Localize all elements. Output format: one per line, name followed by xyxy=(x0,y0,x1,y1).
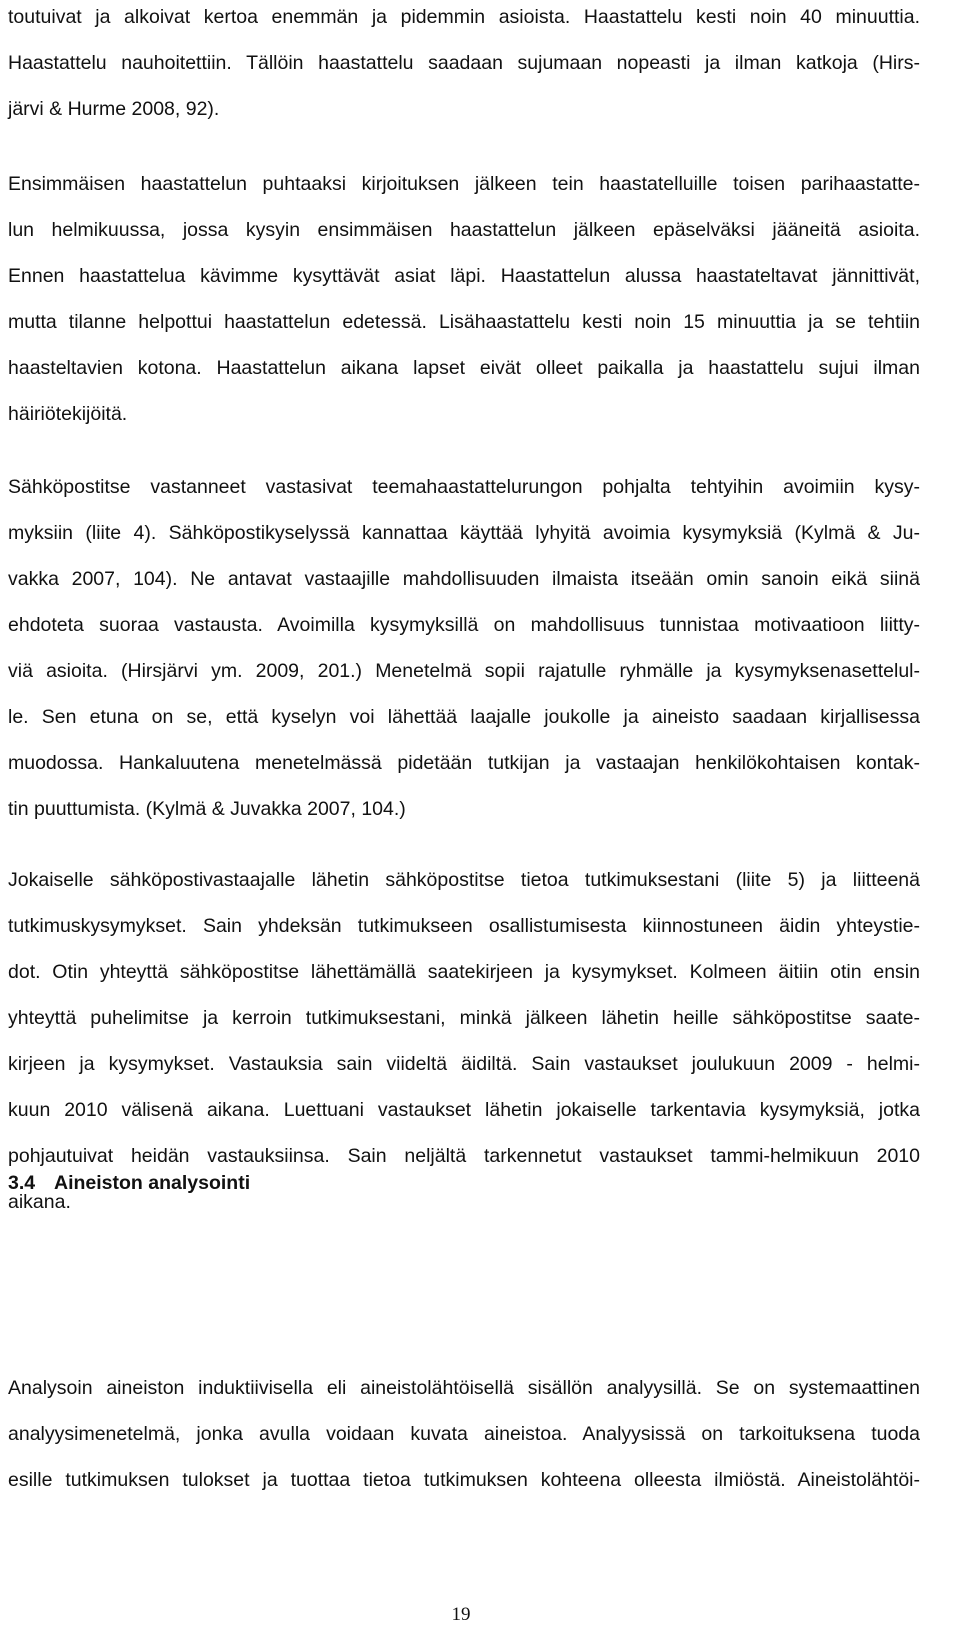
text-line: myksiin (liite 4). Sähköpostikyselyssä kannattaa käyttää lyhyitä avoimia kysymyksiä (Kylmä & Ju- xyxy=(8,522,920,544)
text-line: Ensimmäisen haastattelun puhtaaksi kirjoituksen jälkeen tein haastatelluille toisen parihaastatte- xyxy=(8,173,920,195)
paragraph-analysis-method xyxy=(8,1365,920,1503)
paragraph-email-survey xyxy=(8,464,920,832)
section-heading xyxy=(8,1160,250,1206)
text-line: Ennen haastattelua kävimme kysyttävät asiat läpi. Haastattelun alussa haastateltavat jännittivät, xyxy=(8,265,920,287)
page-number: 19 xyxy=(451,1604,471,1625)
text-line: kirjeen ja kysymykset. Vastauksia sain viideltä äidiltä. Sain vastaukset joulukuun 2009 - helmi- xyxy=(8,1053,920,1075)
text-line: mutta tilanne helpottui haastattelun edetessä. Lisähaastattelu kesti noin 15 minuuttia ja se tehtiin xyxy=(8,311,920,333)
section-title: Aineiston analysointi xyxy=(54,1172,251,1194)
text-line: yhteyttä puhelimitse ja kerroin tutkimuksestani, minkä jälkeen lähetin heille sähköpostitse saate- xyxy=(8,1007,920,1029)
text-line: lun helmikuussa, jossa kysyin ensimmäisen haastattelun jälkeen epäselväksi jääneitä asioita. xyxy=(8,219,920,241)
paragraph-second-interview xyxy=(8,161,920,437)
text-line: tutkimuskysymykset. Sain yhdeksän tutkimukseen osallistumisesta kiinnostuneen äidin yhteystie- xyxy=(8,915,920,937)
text-line: haasteltavien kotona. Haastattelun aikana lapset eivät olleet paikalla ja haastattelu sujui ilman xyxy=(8,357,920,379)
text-line: kuun 2010 välisenä aikana. Luettuani vastaukset lähetin jokaiselle tarkentavia kysymyksiä, jotka xyxy=(8,1099,920,1121)
text-line: esille tutkimuksen tulokset ja tuottaa tietoa tutkimuksen kohteena olleesta ilmiöstä. Aineistolähtöi- xyxy=(8,1469,920,1491)
text-line: vakka 2007, 104). Ne antavat vastaajille mahdollisuuden ilmaista itseään omin sanoin eikä siinä xyxy=(8,568,920,590)
text-line: toutuivat ja alkoivat kertoa enemmän ja pidemmin asioista. Haastattelu kesti noin 40 minuuttia. xyxy=(8,6,920,28)
paragraph-interview-recording xyxy=(8,0,920,132)
text-line: Haastattelu nauhoitettiin. Tällöin haastattelu saadaan sujumaan nopeasti ja ilman katkoja (Hirs- xyxy=(8,52,920,74)
text-line: dot. Otin yhteyttä sähköpostitse lähettämällä saatekirjeen ja kysymykset. Kolmeen äitiin otin ensin xyxy=(8,961,920,983)
text-line: järvi & Hurme 2008, 92). xyxy=(8,98,220,120)
section-number: 3.4 xyxy=(8,1172,36,1194)
text-line: viä asioita. (Hirsjärvi ym. 2009, 201.) Menetelmä sopii rajatulle ryhmälle ja kysymyksenasettelul- xyxy=(8,660,920,682)
text-line: analyysimenetelmä, jonka avulla voidaan kuvata aineistoa. Analyysissä on tarkoituksena tuoda xyxy=(8,1423,920,1445)
text-line: pohjautuivat heidän vastauksiinsa. Sain neljältä tarkennetut vastaukset tammi-helmikuun 2010 xyxy=(8,1145,920,1167)
text-line: le. Sen etuna on se, että kyselyn voi lähettää laajalle joukolle ja aineisto saadaan kirjallisessa xyxy=(8,706,920,728)
text-line: Analysoin aineiston induktiivisella eli aineistolähtöisellä sisällön analyysillä. Se on systemaattinen xyxy=(8,1377,920,1399)
text-line: Sähköpostitse vastanneet vastasivat teemahaastattelurungon pohjalta tehtyihin avoimiin kysy- xyxy=(8,476,920,498)
text-line: Jokaiselle sähköpostivastaajalle lähetin sähköpostitse tietoa tutkimuksestani (liite 5) ja liitteenä xyxy=(8,869,920,891)
text-line: aikana. xyxy=(8,1191,71,1213)
text-line: ehdoteta suoraa vastausta. Avoimilla kysymyksillä on mahdollisuus tunnistaa motivaatioon liitty- xyxy=(8,614,920,636)
text-line: tin puuttumista. (Kylmä & Juvakka 2007, 104.) xyxy=(8,798,406,820)
text-line: muodossa. Hankaluutena menetelmässä pidetään tutkijan ja vastaajan henkilökohtaisen kontak- xyxy=(8,752,920,774)
text-line: häiriötekijöitä. xyxy=(8,403,128,425)
